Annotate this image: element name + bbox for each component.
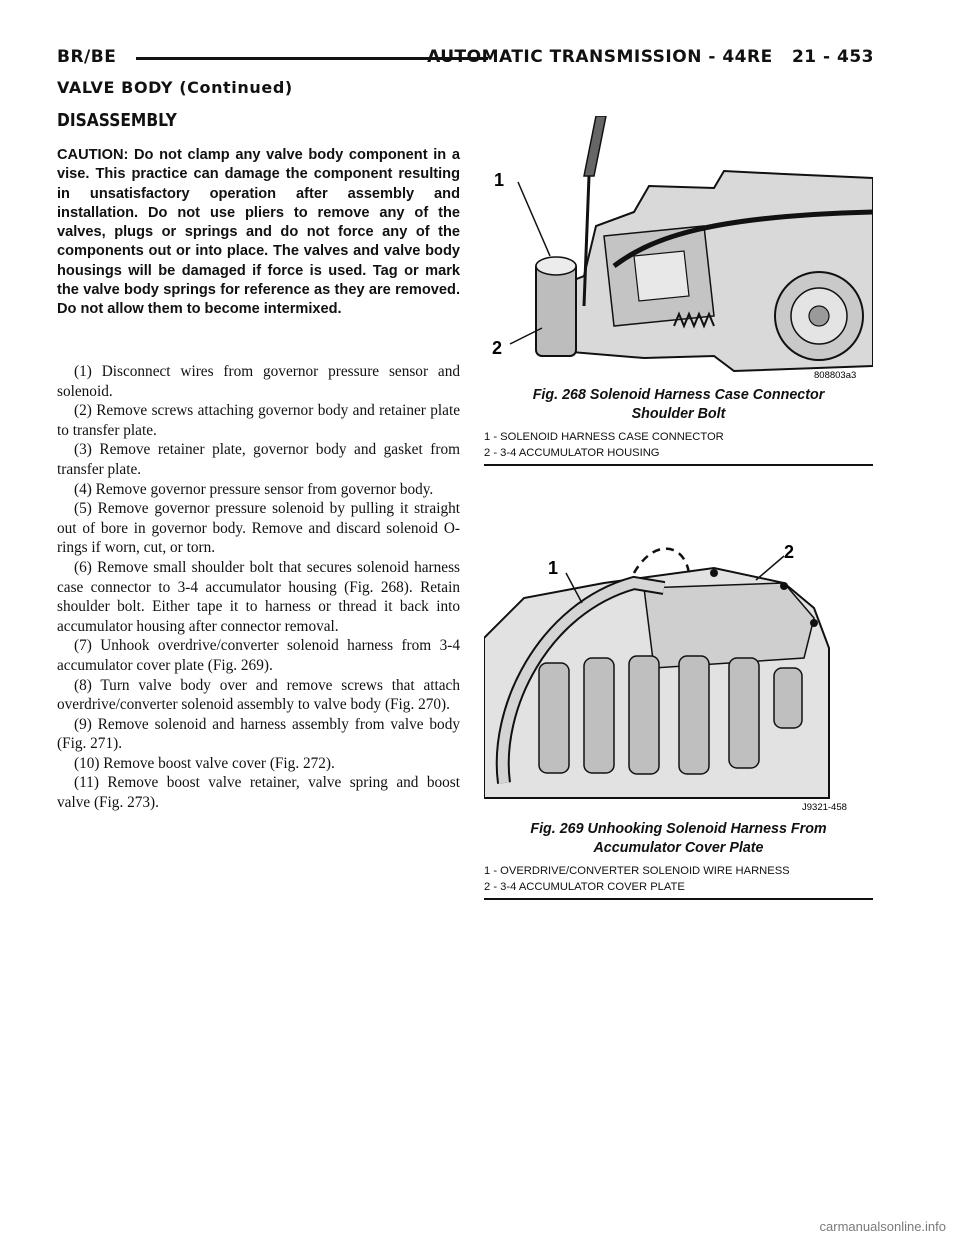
section-title: DISASSEMBLY <box>57 110 177 131</box>
header-right <box>427 47 874 67</box>
header-model: BR/BE <box>57 47 117 67</box>
legend-item: 2 - 3-4 ACCUMULATOR COVER PLATE <box>484 880 685 893</box>
legend-item: 1 - OVERDRIVE/CONVERTER SOLENOID WIRE HARNESS <box>484 865 790 877</box>
header-page-number: 21 - 453 <box>791 47 874 67</box>
figure-code: 808803a3 <box>814 370 857 381</box>
figure-title-line: Shoulder Bolt <box>631 406 726 422</box>
procedure-step: (9) Remove solenoid and harness assembly from valve body (Fig. 271). <box>57 715 460 753</box>
procedure-step: (7) Unhook overdrive/converter solenoid harness from 3-4 accumulator cover plate (Fig. 269). <box>57 637 460 674</box>
callout-2: 2 <box>784 542 795 562</box>
figure-269 <box>484 528 873 900</box>
callout-1: 1 <box>494 170 505 190</box>
procedure-step: (6) Remove small shoulder bolt that secures solenoid harness case connector to 3-4 accumulator housing (Fig. 268). Retain shoulder bolt. Either tape it to harness or thread it back into accumulator housing after connector removal. <box>57 558 460 635</box>
legend-item: 2 - 3-4 ACCUMULATOR HOUSING <box>484 446 660 459</box>
figure-title-line: Accumulator Cover Plate <box>593 840 764 856</box>
procedure-step: (2) Remove screws attaching governor body and retainer plate to transfer plate. <box>57 402 460 439</box>
figure-268 <box>484 116 873 466</box>
section-continued-heading: VALVE BODY (Continued) <box>57 78 293 97</box>
figure-legend <box>484 430 873 461</box>
watermark: carmanualsonline.info <box>819 1219 946 1234</box>
figure-title-line: Fig. 268 Solenoid Harness Case Connector <box>532 387 825 403</box>
procedure-step: (1) Disconnect wires from governor pressure sensor and solenoid. <box>57 363 460 400</box>
header-section: AUTOMATIC TRANSMISSION - 44RE <box>427 47 773 67</box>
figure-title-line: Fig. 269 Unhooking Solenoid Harness From <box>530 821 827 837</box>
procedure-step: (10) Remove boost valve cover (Fig. 272). <box>74 754 335 772</box>
procedure-step: (8) Turn valve body over and remove screws that attach overdrive/converter solenoid assembly to valve body (Fig. 270). <box>57 676 460 714</box>
legend-item: 1 - SOLENOID HARNESS CASE CONNECTOR <box>484 431 724 443</box>
figure-title <box>484 386 873 424</box>
procedure-step: (3) Remove retainer plate, governor body and gasket from transfer plate. <box>57 441 460 478</box>
figure-268-illustration <box>484 116 873 384</box>
procedure-step: (11) Remove boost valve retainer, valve spring and boost valve (Fig. 273). <box>57 774 460 812</box>
figure-code: J9321-458 <box>802 802 847 813</box>
figure-divider <box>484 898 873 900</box>
figure-title <box>484 820 873 858</box>
figure-269-illustration <box>484 528 873 818</box>
procedure-steps <box>57 362 460 813</box>
figure-divider <box>484 464 873 466</box>
figure-legend <box>484 864 873 895</box>
procedure-step: (5) Remove governor pressure solenoid by pulling it straight out of bore in governor body. Remove and discard solenoid O-rings if worn, cut, or torn. <box>57 500 460 557</box>
procedure-step: (4) Remove governor pressure sensor from governor body. <box>74 480 434 498</box>
callout-1: 1 <box>548 558 559 578</box>
caution-paragraph: CAUTION: Do not clamp any valve body component in a vise. This practice can damage the component resulting in unsatisfactory operation after assembly and installation. Do not use pliers to remove any of the valves, plugs or springs and do not force any of the components out or into place. The valves and valve body housings will be damaged if force is used. Tag or mark the valve body springs for reference as they are removed. Do not allow them to become intermixed. <box>57 147 460 318</box>
callout-2: 2 <box>492 338 503 358</box>
